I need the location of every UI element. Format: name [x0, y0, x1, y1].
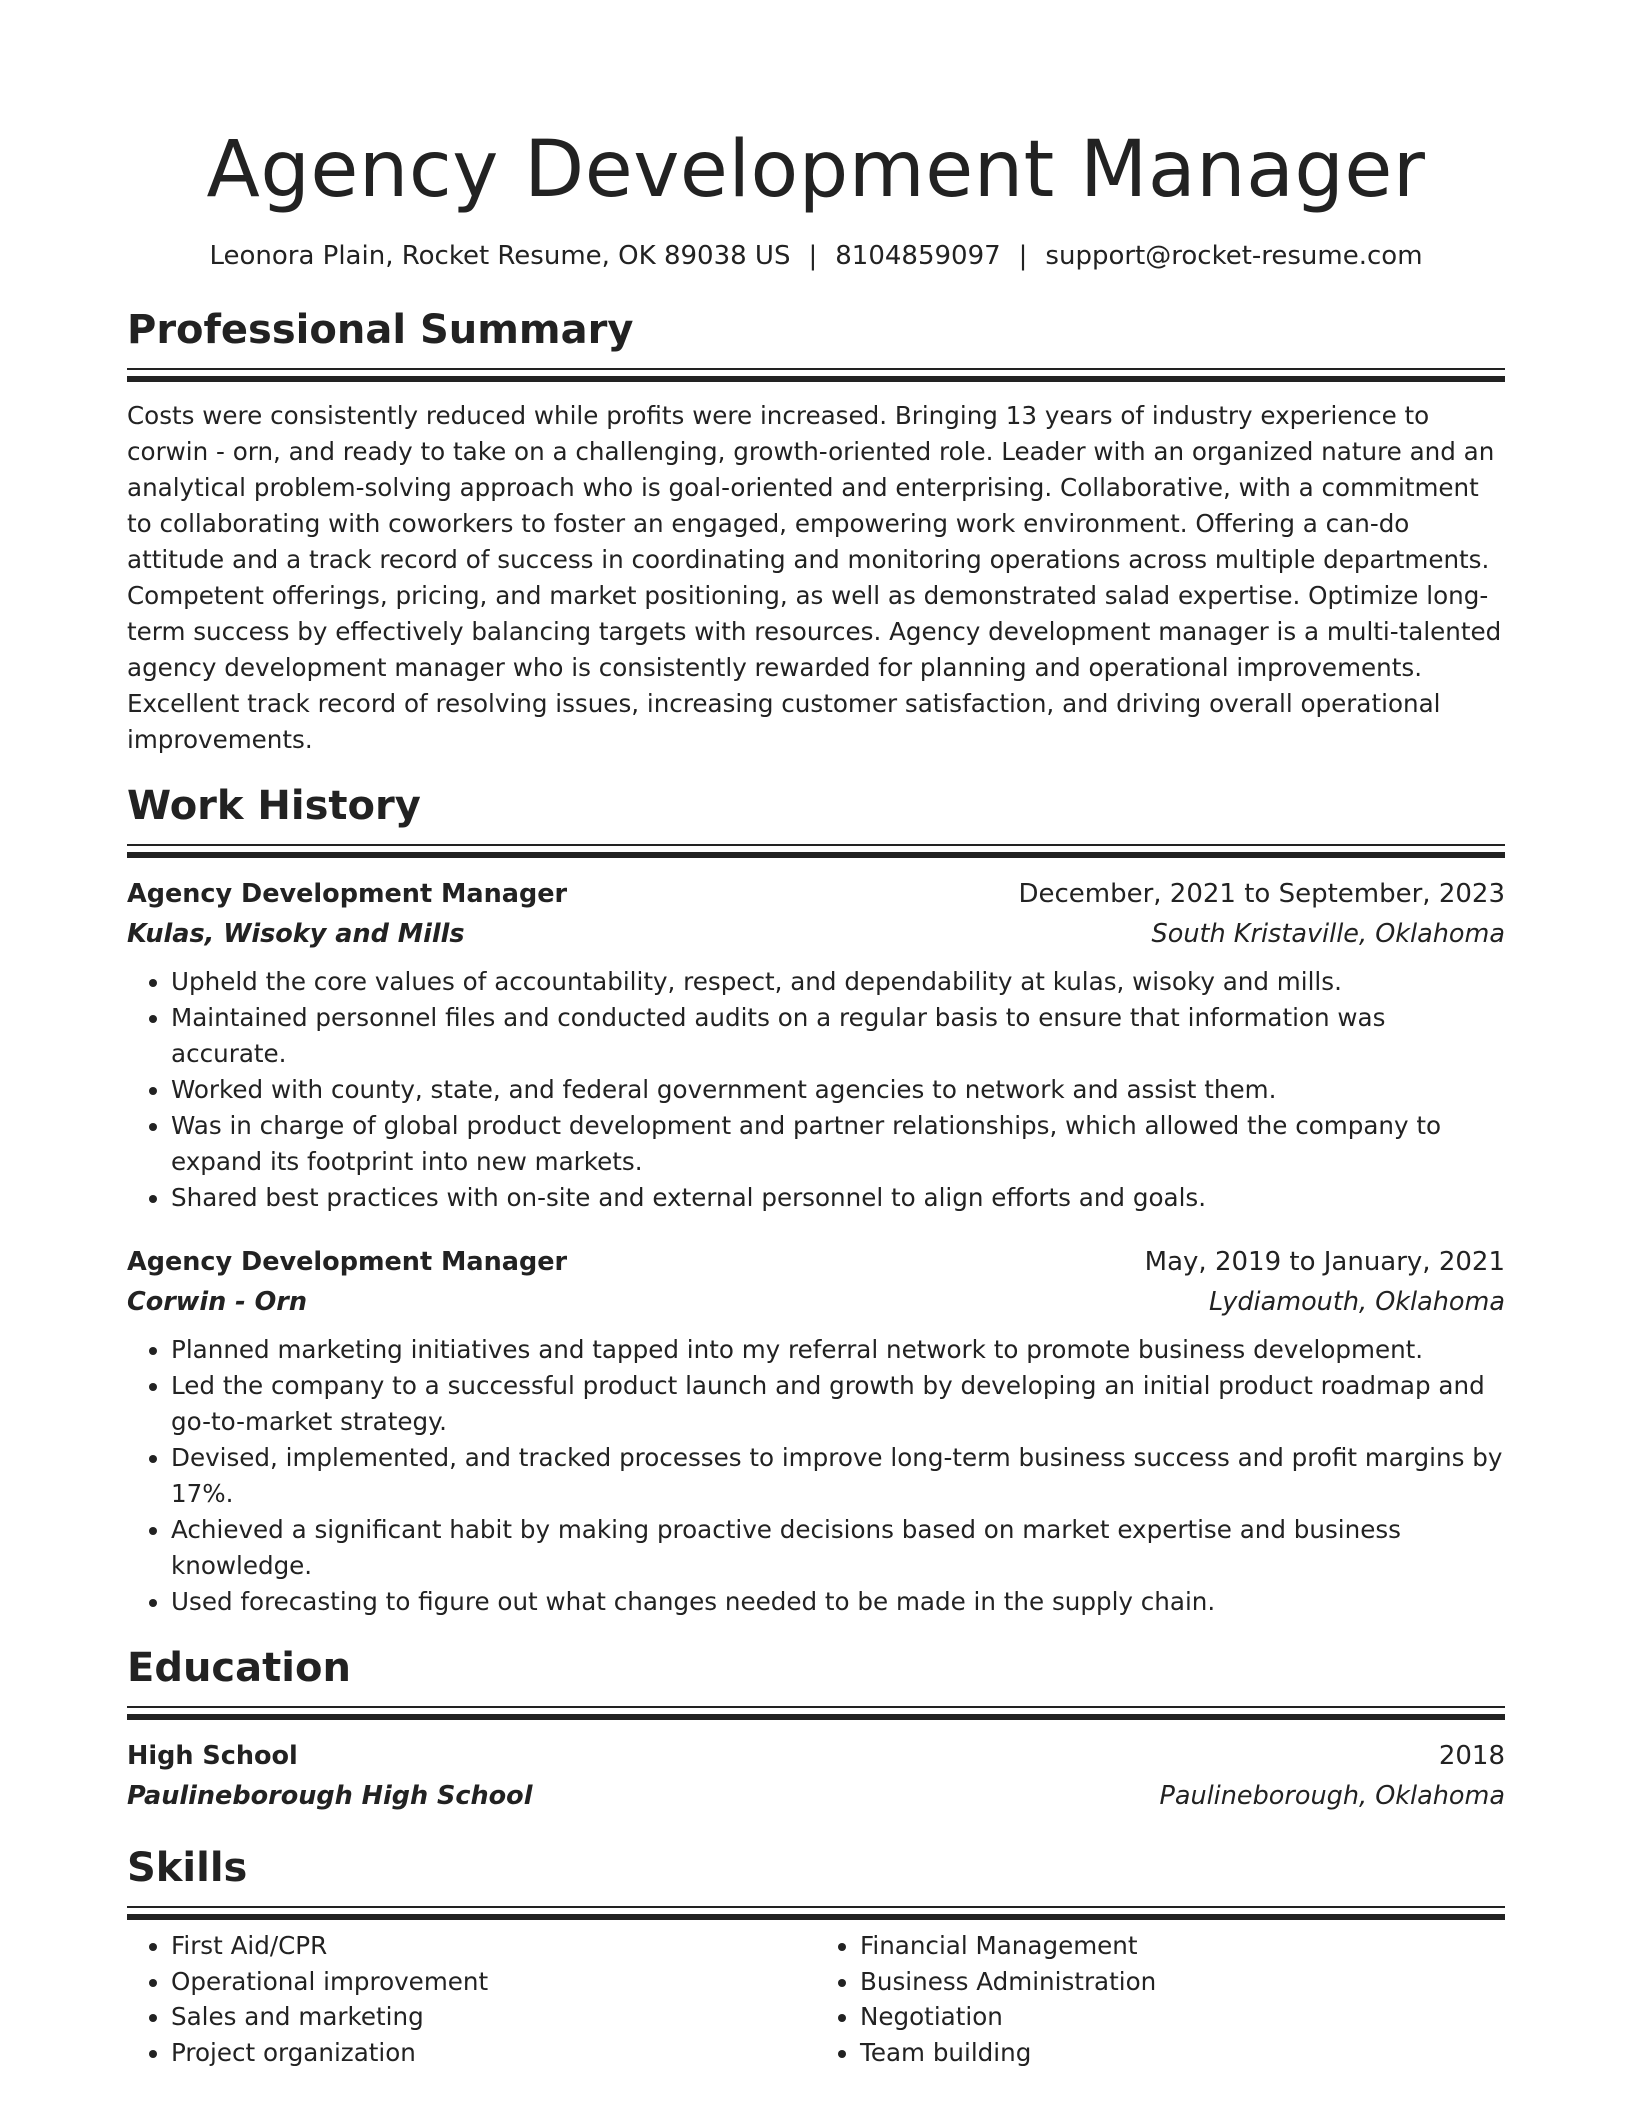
contact-line — [127, 236, 1505, 276]
work-history-heading: Work History — [127, 783, 421, 829]
contact-email: support@rocket-resume.com — [1045, 241, 1423, 271]
contact-address: Leonora Plain, Rocket Resume, OK 89038 US — [209, 241, 791, 271]
job-title: Agency Development Manager — [127, 1247, 568, 1277]
skill-item: • Negotiation — [860, 1999, 1505, 2035]
skills-section — [127, 1842, 1505, 2070]
education-location: Paulineborough, Oklahoma — [1159, 1781, 1505, 1811]
education-school: Paulineborough High School — [127, 1781, 533, 1811]
job-bullet: • Devised, implemented, and tracked processes to improve long-term business success and profit margins by 17%. — [171, 1440, 1505, 1512]
skills-heading: Skills — [127, 1845, 248, 1891]
summary-text: Costs were consistently reduced while profits were increased. Bringing 13 years of industry experience to corwin - orn, and ready to take on a challenging, growth-oriented role. Leader with an organized nature and an analytical problem-solving approach who is goal-oriented and enterprising. Collaborative, with a commitment to collaborating with coworkers to foster an engaged, empowering work environment. Offering a can-do attitude and a track record of success in coordinating and monitoring operations across multiple departments. Competent offerings, pricing, and market positioning, as well as demonstrated salad expertise. Optimize long-term success by effectively balancing targets with resources. Agency development manager is a multi-talented agency development manager who is consistently rewarded for planning and operational improvements. Excellent track record of resolving issues, increasing customer satisfaction, and driving overall operational improvements. — [127, 401, 1502, 754]
section-divider — [127, 1906, 1505, 1920]
education-heading: Education — [127, 1645, 351, 1691]
education-degree: High School — [127, 1741, 298, 1771]
job-bullets — [127, 964, 1505, 1216]
section-divider — [127, 844, 1505, 858]
education-year: 2018 — [1438, 1741, 1505, 1771]
contact-separator: | — [1018, 241, 1028, 271]
skill-item: • Team building — [860, 2035, 1505, 2071]
education-entry — [127, 1736, 1505, 1816]
work-history-section — [127, 780, 1505, 1620]
job-bullet: • Led the company to a successful product launch and growth by developing an initial product roadmap and go-to-market strategy. — [171, 1368, 1505, 1440]
job-bullet: • Worked with county, state, and federal government agencies to network and assist them. — [171, 1072, 1505, 1108]
contact-phone: 8104859097 — [835, 241, 1001, 271]
job-dates: May, 2019 to January, 2021 — [1144, 1247, 1505, 1277]
skills-list — [127, 1928, 1505, 2070]
job-bullets — [127, 1332, 1505, 1620]
skill-item: • Sales and marketing — [171, 1999, 816, 2035]
job-bullet: • Achieved a significant habit by making proactive decisions based on market expertise and business knowledge. — [171, 1512, 1505, 1584]
contact-separator: | — [808, 241, 818, 271]
skill-item: • Project organization — [171, 2035, 816, 2071]
resume-title: Agency Development Manager — [206, 125, 1426, 215]
job-bullet: • Upheld the core values of accountability, respect, and dependability at kulas, wisoky and mills. — [171, 964, 1505, 1000]
summary-section — [127, 304, 1505, 758]
job-dates: December, 2021 to September, 2023 — [1018, 879, 1505, 909]
section-divider — [127, 368, 1505, 382]
job-company: Corwin - Orn — [127, 1287, 308, 1317]
skills-column-left — [127, 1928, 816, 2070]
job-bullet: • Maintained personnel files and conducted audits on a regular basis to ensure that information was accurate. — [171, 1000, 1505, 1072]
job-location: Lydiamouth, Oklahoma — [1208, 1287, 1505, 1317]
summary-heading: Professional Summary — [127, 307, 634, 353]
job-location: South Kristaville, Oklahoma — [1151, 919, 1505, 949]
job-bullet: • Used forecasting to figure out what changes needed to be made in the supply chain. — [171, 1584, 1505, 1620]
job-bullet: • Was in charge of global product development and partner relationships, which allowed the company to expand its footprint into new markets. — [171, 1108, 1505, 1180]
skill-item: • First Aid/CPR — [171, 1928, 816, 1964]
job-entry — [127, 1242, 1505, 1620]
job-bullet: • Shared best practices with on-site and external personnel to align efforts and goals. — [171, 1180, 1505, 1216]
skill-item: • Financial Management — [860, 1928, 1505, 1964]
section-divider — [127, 1706, 1505, 1720]
education-section — [127, 1642, 1505, 1816]
skill-item: • Business Administration — [860, 1964, 1505, 2000]
skills-column-right — [816, 1928, 1505, 2070]
job-bullet: • Planned marketing initiatives and tapped into my referral network to promote business development. — [171, 1332, 1505, 1368]
job-company: Kulas, Wisoky and Mills — [127, 919, 465, 949]
job-entry — [127, 874, 1505, 1216]
job-title: Agency Development Manager — [127, 879, 568, 909]
skill-item: • Operational improvement — [171, 1964, 816, 2000]
